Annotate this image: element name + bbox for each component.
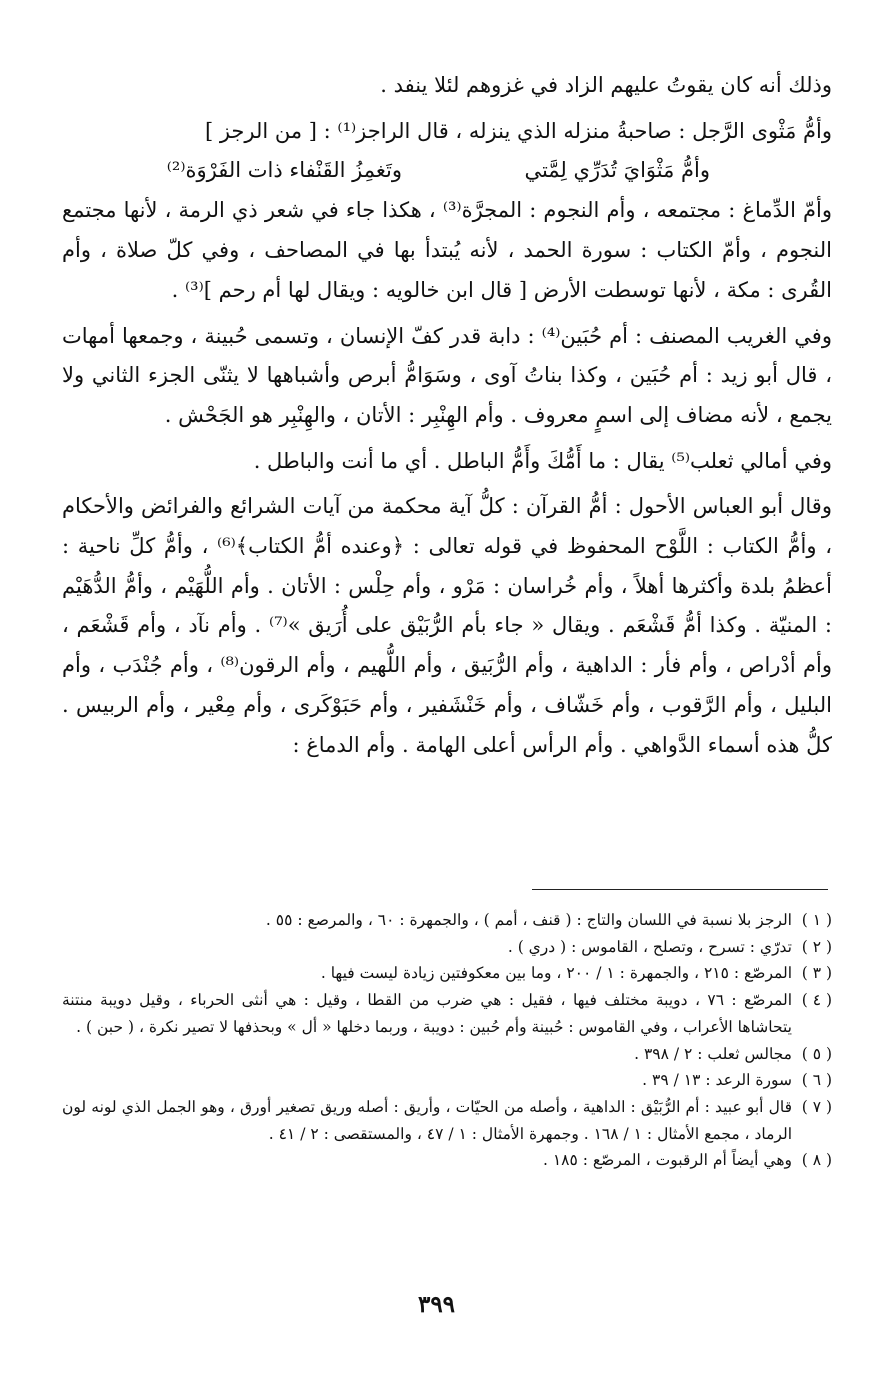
footnote-number: ( ١ ) bbox=[801, 911, 832, 929]
paragraph: وفي الغريب المصنف : أم حُبَين⁽⁴⁾ : دابة قدر كفّ الإنسان ، وتسمى حُبينة ، وجمعها أمهات ، قال أبو زيد : أم حُبَين ، وكذا بناتُ آوى ، وسَوَامُّ أبرص وأشباهها لا يثنّى الجزء الثاني ولا يجمع ، لأنه مضاف إلى اسمٍ معروف . وأم الهِنْبِر : الأتان ، والهِنْبِر هو الجَحْش . bbox=[62, 323, 832, 427]
paragraph: وذلك أنه كان يقوتُ عليهم الزاد في غزوهم لئلا ينفد . bbox=[380, 73, 832, 97]
poetry-verse bbox=[62, 151, 832, 191]
footnote bbox=[62, 934, 832, 961]
paragraph: وأمّ الدِّماغ : مجتمعه ، وأم النجوم : المجرَّة⁽³⁾ ، هكذا جاء في شعر ذي الرمة ، لأنها مجتمع النجوم ، وأمّ الكتاب : سورة الحمد ، لأنه يُبتدأ بها في المصاحف ، وفي كلّ صلاة ، وأم القُرى : مكة ، لأنها توسطت الأرض [ قال ابن خالويه : ويقال لها أم رحم ]⁽³⁾ . bbox=[62, 198, 832, 302]
footnote-text: مجالس ثعلب : ٢ / ٣٩٨ . bbox=[634, 1044, 792, 1063]
footnote-number: ( ٤ ) bbox=[801, 991, 832, 1010]
footnote bbox=[62, 1067, 832, 1094]
footnote bbox=[62, 1094, 832, 1147]
verse-second-hemistich: وتَغمِزُ القَنْفاء ذات الفَرْوَة⁽²⁾ bbox=[166, 158, 402, 183]
footnote-text: المرصّع : ٧٦ ، دويبة مختلف فيها ، فقيل : هي ضرب من القطا ، وقيل : هي أنثى الحرباء ، وقيل دويبة منتنة يتحاشاها الأعراب ، وفي القاموس : حُبينة وأم حُبين : دويبة ، وربما دخلها « أل » وبحذفها لا تصير نكرة ، ( حبن ) . bbox=[62, 991, 793, 1036]
footnote-separator bbox=[532, 889, 828, 890]
footnote-text: وهي أيضاً أم الرقبوت ، المرصّع : ١٨٥ . bbox=[542, 1151, 792, 1170]
main-text bbox=[62, 66, 832, 765]
paragraph: وفي أمالي ثعلب⁽⁵⁾ يقال : ما أَمُّكَ وأَمُّ الباطل . أي ما أنت والباطل . bbox=[253, 448, 832, 473]
footnote bbox=[62, 987, 832, 1040]
footnote-text: الرجز بلا نسبة في اللسان والتاج : ( قنف ، أمم ) ، والجمهرة : ٦٠ ، والمرصع : ٥٥ . bbox=[265, 911, 792, 929]
footnote-number: ( ٨ ) bbox=[801, 1151, 832, 1170]
footnote-number: ( ٦ ) bbox=[801, 1071, 832, 1090]
footnote-number: ( ٢ ) bbox=[801, 937, 832, 956]
footnote-text: قال أبو عبيد : أم الرُّبَيْق : الداهية ، وأصله من الحيّات ، وأريق : أصله وريق تصغير أورق ، وهو الجمل الذي لونه لون الرماد ، مجمع الأمثال : ١ / ١٦٨ . وجمهرة الأمثال : ١ / ٤٧ ، والمستقصى : ٢ / ٤١ . bbox=[62, 1097, 792, 1143]
footnote-text: سورة الرعد : ١٣ / ٣٩ . bbox=[642, 1071, 792, 1090]
footnote-number: ( ٧ ) bbox=[801, 1097, 832, 1116]
footnote bbox=[62, 1041, 832, 1068]
footnote bbox=[62, 960, 832, 987]
footnote-text: تدرّي : تسرح ، وتصلح ، القاموس : ( دري ) . bbox=[507, 937, 792, 956]
footnote bbox=[62, 1147, 832, 1174]
paragraph: وقال أبو العباس الأحول : أمُّ القرآن : كلُّ آية محكمة من آيات الشرائع والفرائض والأحكام ، وأمُّ الكتاب : اللَّوْح المحفوظ في قوله تعالى : ﴿وعنده أمُّ الكتاب﴾⁽⁶⁾ ، وأمُّ كلِّ ناحية : أعظمُ بلدة وأكثرها أهلاً ، وأم خُراسان : مَرْو ، وأم حِلْس : الأتان . وأم اللُّهَيْم ، وأمُّ الدُّهَيْم : المنيّة . وكذا أمُّ قَشْعَم . ويقال « جاء بأم الرُّبَيْق على أُرَيق »⁽⁷⁾ . وأم نآد ، وأم قَشْعَم ، وأم أدْراص ، وأم فأر : الداهية ، وأم الرُّبَيق ، وأم اللُّهيم ، وأم الرقون⁽⁸⁾ ، وأم جُنْدَب ، وأم البليل ، وأم الرَّقوب ، وأم خَشّاف ، وأم خَنْشَفير ، وأم حَبَوْكَرى ، وأم مِعْير ، وأم الربيس . كلُّ هذه أسماء الدَّواهي . وأم الرأس أعلى الهامة . وأم الدماغ : bbox=[62, 494, 833, 757]
footnotes bbox=[62, 907, 832, 1174]
footnote bbox=[62, 907, 832, 934]
verse-first-hemistich: وأمُّ مَثْوَايَ تُدَرِّي لِمَّتي bbox=[524, 158, 710, 183]
page-number: ٣٩٩ bbox=[417, 1291, 456, 1318]
footnote-number: ( ٣ ) bbox=[801, 964, 832, 983]
footnote-number: ( ٥ ) bbox=[801, 1044, 832, 1063]
footnote-text: المرصّع : ٢١٥ ، والجمهرة : ١ / ٢٠٠ ، وما بين معكوفتين زيادة ليست فيها . bbox=[320, 964, 792, 983]
paragraph: وأمُّ مَثْوى الرَّجل : صاحبةُ منزله الذي ينزله ، قال الراجز⁽¹⁾ : [ من الرجز ] bbox=[204, 118, 832, 143]
